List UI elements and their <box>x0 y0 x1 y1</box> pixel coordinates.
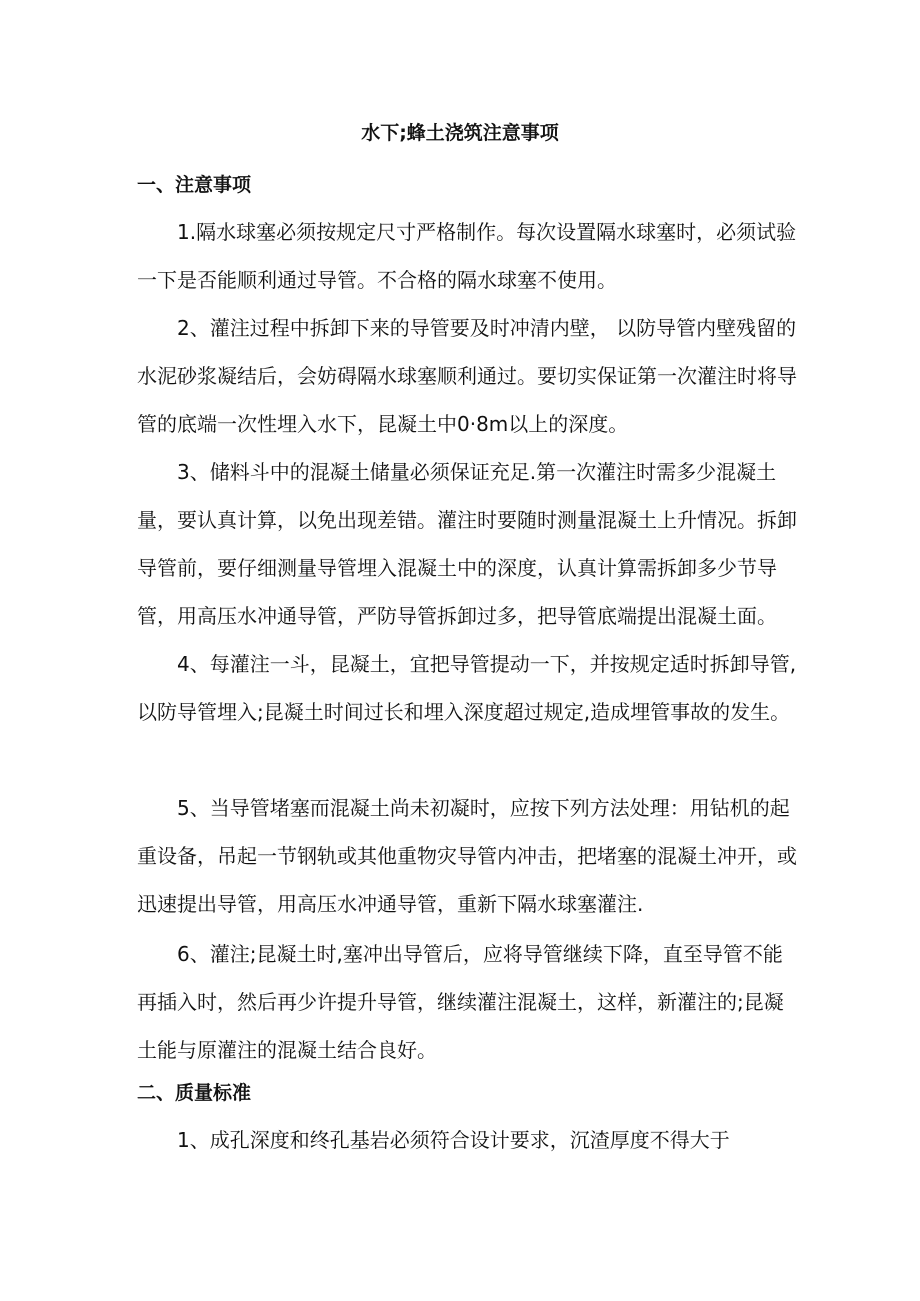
section-heading-quality-standards: 二、质量标准 <box>137 1082 252 1104</box>
paragraph-item-4: 4、每灌注一斗，昆凝土，宜把导管提动一下，并按规定适时拆卸导管,以防导管埋入;昆凝土时间过长和埋入深度超过规定,造成埋管事故的发生。 <box>137 652 797 724</box>
paragraph-item-6: 6、灌注;昆凝土时,塞冲出导管后，应将导管继续下降，直至导管不能再插入时，然后再少许提升导管，继续灌注混凝土，这样，新灌注的;昆凝土能与原灌注的混凝土结合良好。 <box>137 942 784 1062</box>
section-heading-precautions: 一、注意事项 <box>137 174 252 196</box>
document-title: 水下;蜂土浇筑注意事项 <box>361 122 559 144</box>
paragraph-item-2: 2、灌注过程中拆卸下来的导管要及时冲清内壁， 以防导管内壁残留的水泥砂浆凝结后，会妨碍隔水球塞顺利通过。要切实保证第一次灌注时将导管的底端一次性埋入水下，昆凝土中0·8m以上的深度。 <box>137 316 797 436</box>
paragraph-item-3: 3、储料斗中的混凝土储量必须保证充足.第一次灌注时需多少混凝土量，要认真计算，以免出现差错。灌注时要随时测量混凝土上升情况。拆卸导管前，要仔细测量导管埋入混凝土中的深度，认真计算需拆卸多少节导管，用高压水冲通导管，严防导管拆卸过多，把导管底端提出混凝土面。 <box>137 460 797 628</box>
paragraph-quality-item-1: 1、成孔深度和终孔基岩必须符合设计要求，沉渣厚度不得大于 <box>177 1128 730 1152</box>
paragraph-item-1: 1.隔水球塞必须按规定尺寸严格制作。每次设置隔水球塞时，必须试验一下是否能顺利通过导管。不合格的隔水球塞不使用。 <box>137 220 797 292</box>
paragraph-item-5: 5、当导管堵塞而混凝土尚未初凝时，应按下列方法处理：用钻机的起重设备，吊起一节钢轨或其他重物灾导管内冲击，把堵塞的混凝土冲开，或迅速提出导管，用高压水冲通导管，重新下隔水球塞灌注. <box>137 796 797 916</box>
